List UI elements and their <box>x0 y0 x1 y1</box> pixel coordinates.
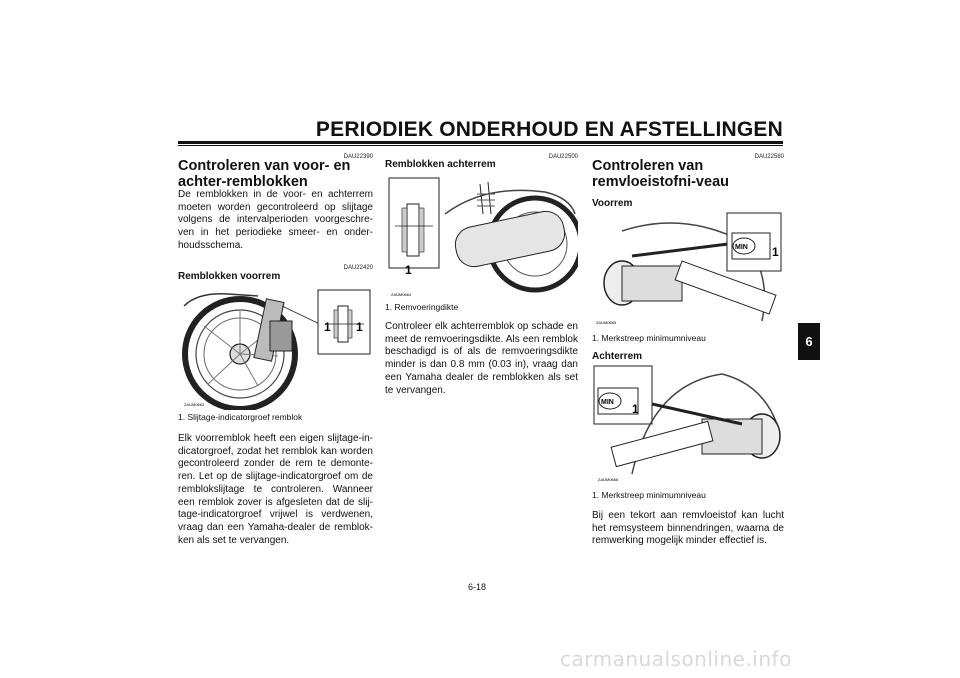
subsection-title: Achterrem <box>592 351 643 362</box>
body-paragraph: Elk voorremblok heeft een eigen slijtage-in-dicatorgroef, zodat het remblok kan worden gecontroleerd zonder de rem te demonte-ren. Let op de slijtage-indicatorgroef om de remblokslijtage te controleren. Wanneer een remblok zover is afgesleten dat de slij-tage-indicatorgroef vrijwel is verdwenen, vraag dan een Yamaha-dealer de remblok-ken als set te vervangen. <box>178 433 373 546</box>
figure-code: ZAUM0666 <box>598 477 619 482</box>
section-title: Controleren van remvloeistofni-veau <box>592 158 729 190</box>
callout-label: 1 <box>324 320 331 334</box>
figure-caption: 1. Slijtage-indicatorgroef remblok <box>178 412 303 422</box>
figure-code: ZAUM0665 <box>596 320 617 325</box>
watermark: carmanualsonline.info <box>560 647 792 671</box>
body-paragraph: Controleer elk achterremblok op schade en meet de remvoeringsdikte. Als een remblok beschadigd is of als de remvoeringsdikte minder is dan 0.8 mm (0.03 in), vraag dan een Yamaha dealer de remblokken als set te vervangen. <box>385 321 578 396</box>
figure-caption: 1. Remvoeringdikte <box>385 302 459 312</box>
subsection-title: Voorrem <box>592 198 633 209</box>
header-rule-thin <box>178 145 783 146</box>
figure-caption: 1. Merkstreep minimumniveau <box>592 333 706 343</box>
doc-code: DAU22390 <box>343 154 373 160</box>
subsection-title: Remblokken achterrem <box>385 159 496 170</box>
rear-brake-figure <box>385 174 578 300</box>
min-mark: MIN <box>601 399 614 406</box>
min-mark: MIN <box>735 244 748 251</box>
doc-code: DAU22500 <box>548 154 578 160</box>
figure-code: ZAUM0663 <box>184 402 205 407</box>
page-header: PERIODIEK ONDERHOUD EN AFSTELLINGEN <box>315 118 783 141</box>
figure-code: ZAUM0664 <box>391 292 412 297</box>
front-reservoir-figure <box>592 211 784 330</box>
intro-paragraph: De remblokken in de voor- en achterrem moeten worden gecontroleerd op slijtage volgens de intervalperioden voorgeschre-ven in het periodieke smeer- en onder-houdsschema. <box>178 189 373 251</box>
callout-label: 1 <box>356 320 363 334</box>
callout-label: 1 <box>772 245 779 259</box>
doc-code: DAU22420 <box>343 265 373 271</box>
front-brake-figure <box>178 286 374 410</box>
callout-label: 1 <box>632 402 639 416</box>
header-rule <box>178 141 783 144</box>
subsection-title: Remblokken voorrem <box>178 271 281 282</box>
doc-code: DAU22580 <box>754 154 784 160</box>
rear-reservoir-figure <box>592 364 784 486</box>
page-number: 6-18 <box>468 582 487 592</box>
chapter-tab: 6 <box>798 323 820 360</box>
callout-label: 1 <box>405 263 412 277</box>
figure-caption: 1. Merkstreep minimumniveau <box>592 490 706 500</box>
body-paragraph: Bij een tekort aan remvloeistof kan lucht het remsysteem binnendringen, waarna de remwerking mogelijk minder effectief is. <box>592 510 784 547</box>
section-title: Controleren van voor- en achter-remblokken <box>178 158 351 190</box>
